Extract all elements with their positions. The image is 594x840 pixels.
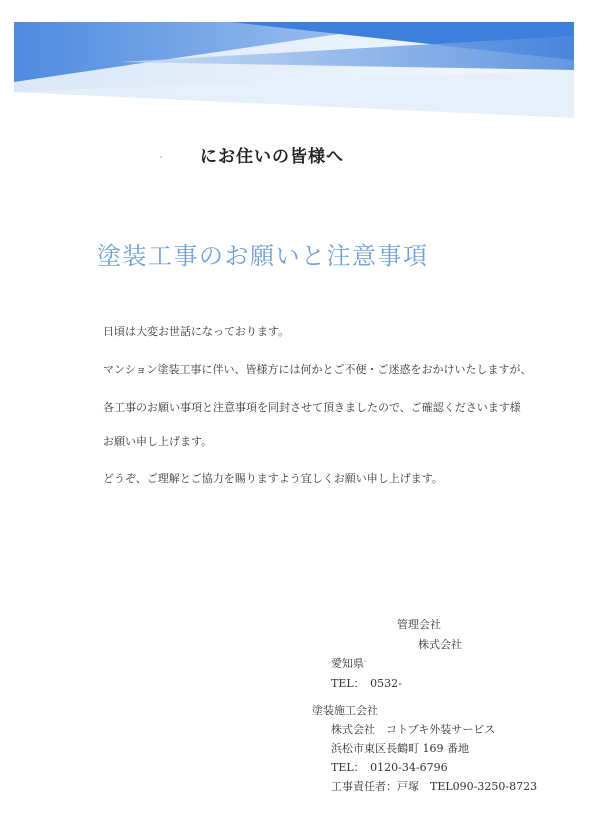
notice-title: 塗装工事のお願いと注意事項: [97, 242, 429, 270]
management-label: 管理会社: [397, 618, 441, 631]
contractor-company: 株式会社 コトブキ外装サービス: [331, 723, 496, 736]
management-company: 株式会社: [418, 638, 462, 651]
scan-speck: [160, 156, 162, 158]
contractor-label: 塗装施工会社: [312, 704, 378, 717]
management-address: 愛知県: [331, 657, 364, 670]
body-line-3: 各工事のお願い事項と注意事項を同封させて頂きましたので、ご確認くださいます様: [103, 401, 521, 414]
greeting-heading: にお住いの皆様へ: [200, 147, 344, 167]
body-line-2: マンション塗装工事に伴い、皆様方には何かとご不便・ご迷惑をおかけいたしますが、: [103, 363, 532, 376]
management-tel: TEL： 0532-: [331, 677, 402, 690]
contractor-tel: TEL： 0120-34-6796: [331, 761, 448, 774]
scan-speck: [364, 660, 366, 662]
body-line-5: どうぞ、ご理解とご協力を賜りますよう宜しくお願い申し上げます。: [103, 472, 443, 485]
body-line-1: 日頃は大変お世話になっております。: [103, 325, 290, 338]
body-line-4: お願い申し上げます。: [103, 435, 213, 448]
header-banner: [0, 0, 594, 130]
contractor-manager: 工事責任者：戸塚 TEL090-3250-8723: [331, 780, 538, 793]
contractor-address: 浜松市東区長鶴町 169 番地: [331, 742, 469, 755]
